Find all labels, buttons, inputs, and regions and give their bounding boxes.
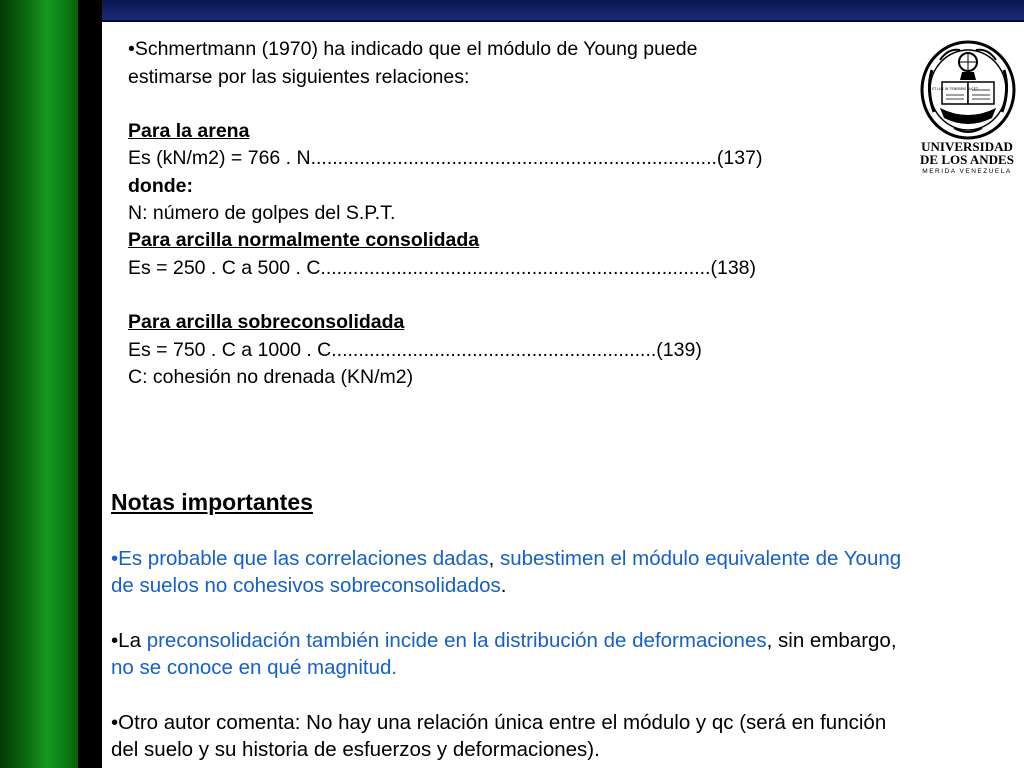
top-navy-band <box>102 0 1024 22</box>
note-3-line-1: •Otro autor comenta: No hay una relación única entre el módulo y qc (será en función <box>111 711 887 734</box>
note-1-part-a: •Es probable que las correlaciones dadas <box>111 547 489 570</box>
note-1-part-b: , <box>488 547 500 570</box>
sand-formula: Es (kN/m2) = 766 . N...........................................................................(137) <box>128 147 763 169</box>
intro-line-2: estimarse por las siguientes relaciones: <box>128 66 470 88</box>
logo-name-line-2: DE LOS ANDES <box>920 152 1014 167</box>
note-2-part-a: •La <box>111 629 147 652</box>
n-definition: N: número de golpes del S.P.T. <box>128 202 396 224</box>
oc-clay-heading: Para arcilla sobreconsolidada <box>128 311 405 333</box>
note-1-part-d: de suelos no cohesivos sobreconsolidados <box>111 574 501 597</box>
logo-name-line-1: UNIVERSIDAD <box>921 139 1013 154</box>
logo-name <box>914 140 1020 166</box>
left-green-bar <box>0 0 78 768</box>
note-2-line-2: no se conoce en qué magnitud. <box>111 656 398 679</box>
notes-title: Notas importantes <box>111 489 313 515</box>
logo-subtitle: MERIDA VENEZUELA <box>922 168 1012 175</box>
nc-clay-formula: Es = 250 . C a 500 . C........................................................................(138) <box>128 257 756 279</box>
note-2-line-1 <box>111 627 897 654</box>
note-1-line-2 <box>111 572 506 599</box>
left-black-bar <box>78 0 102 768</box>
where-label: donde: <box>128 175 193 197</box>
sand-heading: Para la arena <box>128 120 250 142</box>
note-1-line-1 <box>111 545 901 572</box>
intro-line-1: •Schmertmann (1970) ha indicado que el módulo de Young puede <box>128 38 698 60</box>
oc-clay-formula: Es = 750 . C a 1000 . C............................................................(139) <box>128 339 702 361</box>
nc-clay-heading: Para arcilla normalmente consolidada <box>128 229 480 251</box>
book-text: ET LUX IN TENEBRIS LUCET <box>931 87 979 91</box>
note-3-line-2: del suelo y su historia de esfuerzos y deformaciones). <box>111 738 600 761</box>
note-1-part-c: subestimen el módulo equivalente de Young <box>499 547 902 570</box>
c-definition: C: cohesión no drenada (KN/m2) <box>128 366 414 388</box>
note-2-part-c: , sin embargo, <box>766 629 897 652</box>
note-2-part-b: preconsolidación también incide en la distribución de deformaciones <box>146 629 767 652</box>
note-1-part-e: . <box>500 574 507 597</box>
